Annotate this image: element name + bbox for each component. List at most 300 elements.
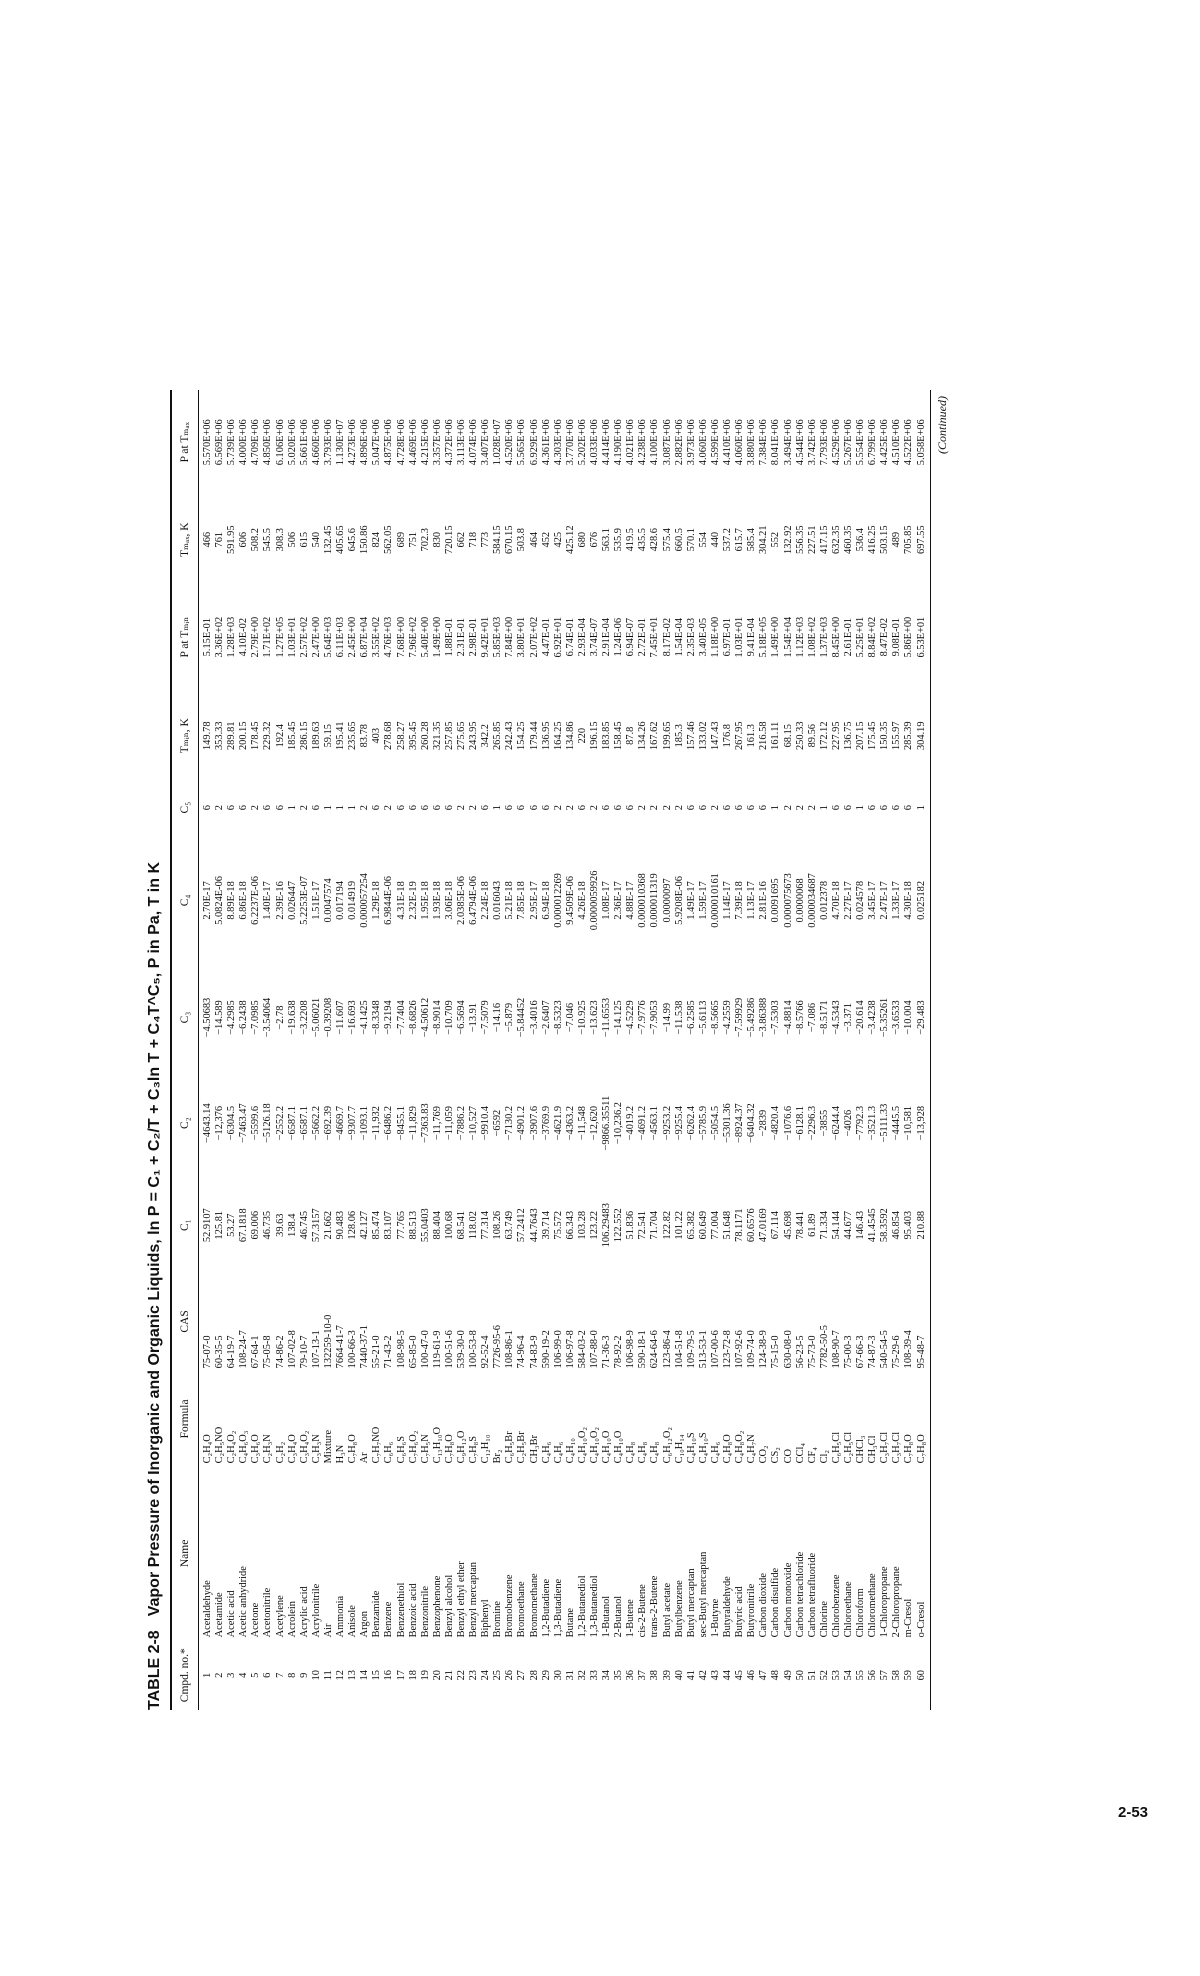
cell-tmax: 615 [298, 531, 310, 548]
cell-cmpd-no: 52 [818, 1670, 830, 1681]
table-row [662, 390, 674, 1710]
cell-tmax: 227.51 [806, 525, 818, 554]
cell-c3: −3.2208 [298, 1000, 310, 1035]
cell-tmin: 265.85 [492, 721, 504, 751]
cell-cas-number: 100-53-8 [468, 1330, 480, 1369]
cell-c4: 9.4509E-06 [564, 876, 576, 925]
cell-cmpd-no: 5 [250, 1672, 262, 1678]
cell-c3: −4.2559 [722, 1000, 734, 1035]
cell-c3: −7.59929 [734, 997, 746, 1038]
cell-cas-number: 75-29-6 [891, 1335, 903, 1369]
cell-c5: 1 [770, 805, 782, 811]
cell-c4: 5.0824E-06 [214, 876, 226, 925]
cell-c5: 6 [407, 805, 419, 811]
cell-c1: 100.68 [443, 1210, 455, 1240]
cell-c2: −6244.4 [830, 1105, 842, 1141]
cell-tmin: 278.68 [383, 721, 395, 751]
cell-cas-number: 132259-10-0 [322, 1314, 334, 1369]
table-row [625, 390, 637, 1710]
table-row [335, 390, 347, 1710]
cell-compound-name: Benzene [383, 1601, 395, 1638]
cell-formula: C₄H₁₀O [613, 1430, 625, 1464]
cell-p-at-tmin: 1.37E+03 [818, 616, 830, 658]
cell-tmin: 216.58 [758, 721, 770, 751]
cell-formula: C₂H₂ [274, 1441, 286, 1464]
cell-tmax: 535.9 [613, 528, 625, 552]
cell-cmpd-no: 50 [794, 1670, 806, 1681]
cell-tmin: 257.85 [443, 721, 455, 751]
cell-formula: C₇H₈O [347, 1434, 359, 1464]
cell-formula: C₄H₁₀O [601, 1430, 613, 1464]
cell-tmax: 552 [770, 531, 782, 548]
cell-c3: −7.0985 [250, 1000, 262, 1035]
cell-c1: 95.403 [903, 1210, 915, 1240]
cell-c5: 2 [709, 805, 721, 811]
cell-c1: 60.6576 [746, 1208, 758, 1243]
cell-p-at-tmax: 5.554E+06 [855, 419, 867, 466]
cell-p-at-tmin: 2.31E-01 [455, 617, 467, 657]
cell-c1: 46.735 [262, 1210, 274, 1240]
cell-cas-number: 75-05-8 [262, 1335, 274, 1369]
cell-tmin: 196.15 [589, 721, 600, 751]
cell-p-at-tmax: 4.190E+06 [613, 419, 625, 466]
cell-formula: C₄H₈ [625, 1441, 637, 1464]
cell-p-at-tmin: 7.96E+02 [407, 616, 419, 658]
cell-tmax: 536.4 [855, 528, 867, 552]
cell-formula: C₇H₈S [468, 1435, 480, 1464]
cell-p-at-tmin: 6.94E-07 [625, 617, 637, 657]
table-row [867, 390, 879, 1710]
cell-tmax: 660.5 [673, 528, 685, 552]
cell-c2: −11,829 [407, 1106, 419, 1141]
cell-tmin: 286.15 [298, 721, 310, 751]
cell-c3: −6.5694 [455, 1000, 467, 1035]
cell-c5: 6 [867, 805, 879, 811]
cell-c4: 3.06E-18 [443, 881, 455, 920]
cell-tmax: 556.35 [794, 525, 806, 554]
cell-compound-name: 1,3-Butadiene [552, 1578, 564, 1638]
cell-p-at-tmax: 4.033E+06 [589, 419, 600, 466]
cell-compound-name: Bromoethane [516, 1581, 528, 1638]
cell-formula: C₃H₄O₂ [298, 1430, 310, 1464]
cell-cas-number: 106-99-0 [552, 1330, 564, 1369]
cell-compound-name: Bromomethane [528, 1573, 540, 1638]
col-header-c3: C₃ [171, 968, 199, 1068]
cell-cmpd-no: 4 [238, 1672, 250, 1678]
cell-tmin: 342.2 [480, 724, 492, 748]
cell-cmpd-no: 48 [770, 1670, 782, 1681]
table-row [432, 390, 444, 1710]
table-row [492, 390, 504, 1710]
cell-c5: 6 [830, 805, 842, 811]
cell-cmpd-no: 12 [335, 1670, 347, 1681]
cell-c1: 78.441 [794, 1210, 806, 1240]
cell-cas-number: 75-00-3 [842, 1335, 854, 1369]
cell-compound-name: Benzophenone [431, 1575, 443, 1638]
cell-cas-number: 630-08-0 [782, 1330, 794, 1369]
cell-formula: C₄H₈ [649, 1441, 661, 1464]
cell-c1: 61.89 [806, 1213, 818, 1237]
cell-c5: 6 [685, 805, 697, 811]
cell-p-at-tmax: 3.793E+06 [322, 419, 334, 466]
cell-p-at-tmax: 4.529E+06 [830, 419, 842, 466]
cell-compound-name: Butyl acetate [661, 1582, 673, 1638]
cell-compound-name: Chloroethane [842, 1581, 854, 1638]
cell-tmax: 508.2 [250, 528, 262, 552]
cell-formula: C₁₀H₁₄ [673, 1434, 685, 1464]
cell-c2: −9307.7 [347, 1105, 359, 1141]
cell-c5: 6 [431, 805, 443, 811]
cell-c1: 21.662 [322, 1210, 334, 1240]
cell-c3: −7.5303 [770, 1000, 782, 1035]
table-row [468, 390, 480, 1710]
cell-c3: −8.9014 [431, 1000, 443, 1035]
cell-formula: CH₃Cl [867, 1435, 879, 1464]
cell-cas-number: 75-15-0 [770, 1335, 782, 1369]
cell-c1: 44.7643 [528, 1208, 540, 1243]
cell-compound-name: sec-Butyl mercaptan [697, 1551, 709, 1638]
cell-cmpd-no: 58 [891, 1670, 903, 1681]
table-caption: Vapor Pressure of Inorganic and Organic Liquids, ln P = C₁ + C₂/T + C₃ln T + C₄T^C₅, P in Pa, T in K [146, 861, 163, 1617]
cell-c4: 6.2237E-06 [250, 876, 262, 925]
cell-c4: 2.47E-17 [879, 881, 891, 920]
cell-p-at-tmax: 4.303E+06 [552, 419, 564, 466]
cell-tmax: 417.15 [818, 525, 830, 554]
cell-formula: C₂H₄O₂ [226, 1430, 238, 1464]
cell-compound-name: Chloroform [855, 1588, 867, 1638]
cell-compound-name: Biphenyl [480, 1599, 492, 1638]
cell-c4: 3.45E-17 [867, 881, 879, 920]
cell-p-at-tmin: 1.28E+03 [226, 616, 238, 658]
cell-p-at-tmin: 8.45E+00 [830, 616, 842, 658]
table-row [843, 390, 855, 1710]
cell-c3: −13.623 [589, 1000, 600, 1035]
cell-formula: C₃H₃N [310, 1434, 322, 1464]
cell-cmpd-no: 30 [552, 1670, 564, 1681]
cell-cmpd-no: 19 [419, 1670, 431, 1681]
cell-c2: −4363.2 [564, 1105, 576, 1141]
cell-p-at-tmax: 1.130E+07 [335, 419, 347, 466]
table-row [226, 390, 238, 1710]
cell-p-at-tmax: 5.047E+06 [371, 419, 383, 466]
cell-tmin: 229.32 [262, 721, 274, 751]
cell-c5: 2 [298, 805, 310, 811]
cell-cas-number: 106-97-8 [564, 1330, 576, 1369]
cell-c5: 6 [722, 805, 734, 811]
cell-formula: CCl₄ [794, 1443, 806, 1464]
cell-c2: −6587.1 [298, 1105, 310, 1141]
cell-c3: −8.5665 [709, 1000, 721, 1035]
cell-p-at-tmax: 3.357E+06 [431, 419, 443, 466]
cell-c2: −6404.32 [746, 1103, 758, 1143]
cell-tmin: 285.39 [903, 721, 915, 751]
cell-cmpd-no: 51 [806, 1670, 818, 1681]
cell-tmin: 83.78 [359, 724, 371, 748]
cell-tmax: 615.7 [734, 528, 746, 552]
cell-c1: 78.1171 [734, 1208, 746, 1242]
rotated-table-page [140, 390, 1080, 1710]
cell-formula: C₆H₆ [383, 1441, 395, 1464]
cell-tmin: 154.25 [516, 721, 528, 751]
cell-p-at-tmax: 5.058E+06 [916, 390, 931, 494]
cell-tmax: 425.12 [564, 525, 576, 554]
cell-cmpd-no: 11 [322, 1670, 334, 1681]
cell-c1: 44.677 [842, 1210, 854, 1240]
cell-p-at-tmax: 4.410E+06 [722, 419, 734, 466]
cell-formula: C₇H₈O [916, 1371, 931, 1466]
cell-c2: −9255.4 [673, 1105, 685, 1141]
cell-p-at-tmin: 6.92E+01 [552, 616, 564, 658]
table-row [371, 390, 383, 1710]
table-row [710, 390, 722, 1710]
cell-c4: 6.9844E-06 [383, 876, 395, 925]
cell-c4: 0.024578 [855, 880, 867, 920]
cell-compound-name: m-Cresol [903, 1598, 915, 1638]
cell-p-at-tmax: 5.020E+06 [286, 419, 298, 466]
cell-c4: 1.95E-18 [419, 881, 431, 920]
cell-compound-name: Acetone [250, 1602, 262, 1638]
cell-c5: 2 [468, 805, 480, 811]
cell-c5: 2 [359, 805, 371, 811]
cell-tmin: 250.33 [794, 721, 806, 751]
cell-c5: 2 [637, 805, 649, 811]
table-row [214, 390, 226, 1710]
cell-p-at-tmin: 6.97E-01 [722, 617, 734, 657]
cell-c3: −14.16 [492, 1002, 504, 1033]
cell-c2: −7792.3 [855, 1105, 867, 1141]
cell-c3: −9.2194 [383, 1000, 395, 1035]
cell-p-at-tmax: 4.361E+06 [540, 419, 552, 466]
cell-cas-number: 7440-37-1 [359, 1325, 371, 1369]
cell-compound-name: Benzyl alcohol [443, 1574, 455, 1638]
cell-p-at-tmin: 3.74E-07 [589, 617, 600, 657]
table-row [831, 390, 843, 1710]
cell-formula: C₄H₈O₂ [734, 1430, 746, 1464]
table-row [819, 390, 831, 1710]
cell-tmax: 506 [286, 531, 298, 548]
cell-cmpd-no: 17 [395, 1670, 407, 1681]
cell-cmpd-no: 55 [855, 1670, 867, 1681]
cell-tmin: 161.3 [746, 724, 758, 748]
cell-cmpd-no: 53 [830, 1670, 842, 1681]
cell-c1: 122.552 [613, 1208, 625, 1243]
cell-formula: C₃H₆O [250, 1434, 262, 1464]
cell-c5: 6 [516, 805, 528, 811]
cell-cmpd-no: 41 [685, 1670, 697, 1681]
cell-c2: −6128.1 [794, 1105, 806, 1141]
cell-c5: 2 [552, 805, 564, 811]
cell-tmax: 632.35 [830, 525, 842, 554]
cell-c1: 77.765 [395, 1210, 407, 1240]
cell-tmin: 136.75 [842, 721, 854, 751]
cell-c3: −10.709 [443, 1000, 455, 1035]
cell-c2: −4669.7 [335, 1105, 347, 1141]
table-row [553, 390, 565, 1710]
table-header-row [171, 390, 199, 1710]
cell-cmpd-no: 7 [274, 1672, 286, 1678]
cell-p-at-tmax: 4.896E+06 [359, 419, 371, 466]
cell-formula: C₇H₅N [419, 1434, 431, 1464]
cell-c1: 51.836 [625, 1210, 637, 1240]
cell-c4: 2.81E-16 [758, 881, 770, 920]
cell-c3: −7.086 [806, 1002, 818, 1033]
cell-p-at-tmax: 4.372E+06 [443, 419, 455, 466]
cell-p-at-tmax: 4.709E+06 [250, 419, 262, 466]
table-row [674, 390, 686, 1710]
cell-cas-number: 109-74-0 [746, 1330, 758, 1369]
cell-tmin: 185.3 [673, 724, 685, 748]
cell-cas-number: 123-86-4 [661, 1330, 673, 1369]
col-header-c1: C₁ [171, 1179, 199, 1272]
cell-formula: C₂H₅NO [214, 1426, 226, 1464]
cell-c2: −6592 [492, 1109, 504, 1137]
cell-tmax: 460.35 [842, 525, 854, 554]
cell-cas-number: 540-54-5 [879, 1330, 891, 1369]
cell-c2: −2296.3 [806, 1105, 818, 1141]
cell-formula: C₄H₁₀O₂ [589, 1426, 600, 1464]
cell-compound-name: 2-Butanol [613, 1595, 625, 1638]
cell-cas-number: 7782-50-5 [818, 1325, 830, 1369]
cell-compound-name: 1,2-Butadiene [540, 1578, 552, 1638]
cell-p-at-tmax: 4.414E+06 [601, 419, 613, 466]
cell-tmax: 405.65 [335, 525, 347, 554]
cell-tmin: 227.95 [830, 721, 842, 751]
cell-c3: −20.614 [855, 1000, 867, 1035]
cell-cas-number: 108-90-7 [830, 1330, 842, 1369]
cell-c3: −6.2585 [685, 1000, 697, 1035]
cell-c1: 39.714 [540, 1210, 552, 1240]
cell-cmpd-no: 47 [758, 1670, 770, 1681]
cell-p-at-tmin: 4.76E+03 [383, 616, 395, 658]
cell-c1: 71.334 [818, 1210, 830, 1240]
cell-c2: −2552.2 [274, 1105, 286, 1141]
col-header-cmpd: Cmpd. no.* [171, 1640, 199, 1710]
col-header-name: Name [171, 1466, 199, 1640]
cell-cas-number: 106-98-9 [625, 1330, 637, 1369]
cell-cas-number: 123-72-8 [722, 1330, 734, 1369]
cell-c3: −3.371 [842, 1002, 854, 1033]
cell-p-at-tmax: 4.100E+06 [649, 419, 661, 466]
cell-compound-name: Acetamide [214, 1592, 226, 1638]
cell-c1: 146.43 [855, 1210, 867, 1240]
cell-c2: −5111.33 [879, 1103, 891, 1143]
table-row [504, 390, 516, 1710]
cell-cas-number: 67-66-3 [855, 1335, 867, 1369]
cell-formula: C₄H₁₀O₂ [576, 1426, 588, 1464]
table-row [746, 390, 758, 1710]
cell-c4: 4.26E-18 [576, 881, 588, 920]
cell-c1: 85.474 [371, 1210, 383, 1240]
cell-c2: −9910.4 [480, 1105, 492, 1141]
cell-tmax: 830 [431, 531, 443, 548]
cell-cmpd-no: 37 [637, 1670, 649, 1681]
cell-c4: 7.85E-18 [516, 881, 528, 920]
cell-c4: 0.0091695 [770, 878, 782, 923]
cell-tmin: 147.43 [709, 721, 721, 751]
cell-cas-number: 95-48-7 [916, 1272, 931, 1372]
cell-cas-number: 108-98-5 [395, 1330, 407, 1369]
cell-c3: −10.925 [576, 1000, 588, 1035]
cell-cmpd-no: 54 [842, 1670, 854, 1681]
cell-tmax: 428.6 [649, 528, 661, 552]
cell-c2: −4563.1 [649, 1105, 661, 1141]
table-row [891, 390, 903, 1710]
cell-c2: −6262.4 [685, 1105, 697, 1141]
cell-p-at-tmin: 8.17E-02 [661, 617, 673, 657]
cell-tmax: 702.3 [419, 528, 431, 552]
cell-c2: −5785.9 [697, 1105, 709, 1141]
cell-cas-number: 539-30-0 [455, 1330, 467, 1369]
cell-c4: 5.9208E-06 [673, 876, 685, 925]
cell-cmpd-no: 49 [782, 1670, 794, 1681]
cell-c4: 1.33E-17 [891, 881, 903, 920]
cell-cmpd-no: 32 [576, 1670, 588, 1681]
cell-c1: 118.02 [468, 1211, 480, 1240]
cell-compound-name: Acrylonitrile [310, 1583, 322, 1638]
cell-p-at-tmax: 2.882E+06 [673, 419, 685, 466]
cell-c3: −14.589 [214, 1000, 226, 1035]
cell-c3: −3.6533 [891, 1000, 903, 1035]
cell-p-at-tmin: 1.27E+05 [274, 616, 286, 658]
cell-compound-name: Carbon disulfide [770, 1567, 782, 1638]
cell-p-at-tmax: 4.425E+06 [879, 419, 891, 466]
cell-c1: 77.004 [709, 1210, 721, 1240]
cell-p-at-tmin: 2.79E+00 [250, 616, 262, 658]
cell-tmin: 149.78 [202, 721, 213, 751]
cell-compound-name: Benzyl mercaptan [468, 1562, 480, 1638]
cell-c2: −1076.6 [782, 1105, 794, 1141]
cell-c2: −7886.2 [455, 1105, 467, 1141]
cell-tmin: 150.35 [879, 721, 891, 751]
cell-tmax: 466 [202, 531, 213, 548]
cell-compound-name: Ammonia [335, 1595, 347, 1638]
cell-p-at-tmax: 4.238E+06 [637, 419, 649, 466]
cell-formula: C₄H₆ [540, 1441, 552, 1464]
cell-compound-name: 1-Butyne [709, 1598, 721, 1638]
cell-tmax: 537.2 [722, 528, 734, 552]
cell-cas-number: 584-03-2 [576, 1330, 588, 1369]
cell-cas-number: 67-64-1 [250, 1335, 262, 1369]
cell-cas-number: 100-51-6 [443, 1330, 455, 1369]
cell-tmax: 606 [238, 531, 250, 548]
cell-cas-number: 71-43-2 [383, 1335, 395, 1369]
cell-c3: −11.6553 [601, 997, 613, 1038]
cell-c5: 2 [794, 805, 806, 811]
table-row [855, 390, 867, 1710]
cell-c5: 6 [274, 805, 286, 811]
table-row [347, 390, 359, 1710]
cell-c2: −5126.18 [262, 1103, 274, 1143]
cell-p-at-tmax: 4.469E+06 [407, 419, 419, 466]
cell-tmin: 207.15 [855, 721, 867, 751]
cell-c4: 0.0000097 [661, 878, 673, 923]
cell-c5: 6 [419, 805, 431, 811]
cell-tmax: 452 [540, 531, 552, 548]
col-header-formula: Formula [171, 1371, 199, 1466]
cell-c4: 1.08E-17 [601, 881, 613, 920]
cell-p-at-tmin: 8.84E+02 [867, 616, 879, 658]
cell-tmax: 464 [528, 531, 540, 548]
cell-c4: 5.2253E-07 [298, 876, 310, 925]
page-number: 2-53 [1118, 1804, 1149, 1821]
cell-formula: C₇H₆O₂ [407, 1430, 419, 1464]
cell-tmax: 570.1 [685, 528, 697, 552]
table-row [275, 390, 287, 1710]
cell-formula: C₄H₆ [552, 1441, 564, 1464]
cell-c2: −1093.1 [359, 1105, 371, 1141]
cell-tmax: 585.4 [746, 528, 758, 552]
cell-c1: 58.3592 [879, 1208, 891, 1243]
